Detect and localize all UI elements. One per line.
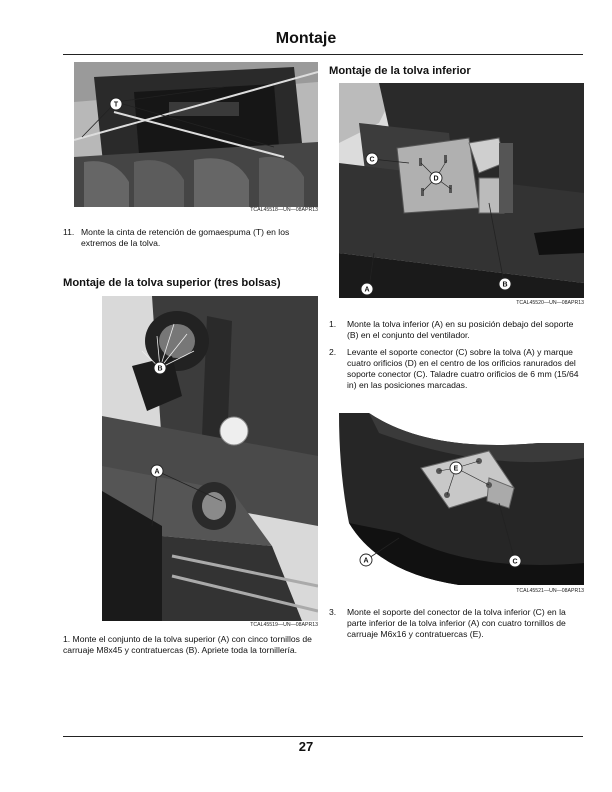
figure-caption-3: TCAL45520—UN—08APR13	[516, 300, 584, 306]
figure-lower-hopper-bracket	[339, 83, 584, 298]
heading-upper-hopper: Montaje de la tolva superior (tres bolsas)	[63, 277, 281, 289]
callout-e-fig4: E	[453, 465, 459, 473]
callout-b-fig3: B	[502, 281, 508, 289]
step-2-lower-hopper	[329, 347, 584, 402]
step-text: Monte el soporte del conector de la tolva inferior (C) en la parte inferior de la tolva inferior (A) con cuatro tornillos de carruaje M6x16 y contratuercas (E).	[347, 607, 566, 639]
step-number: 3.	[329, 607, 337, 617]
footer-rule	[63, 736, 583, 737]
figure-caption-4: TCAL45521—UN—08APR13	[516, 588, 584, 594]
step-1-upper-hopper: 1. Monte el conjunto de la tolva superior (A) con cinco tornillos de carruaje M8x45 y contratuercas (B). Apriete toda la tornillería.	[63, 634, 312, 655]
step-11-number: 11.	[63, 227, 75, 237]
figure-caption-1: TCAL45518—UN—08APR13	[250, 207, 318, 213]
step-text: Monte la tolva inferior (A) en su posición debajo del soporte (B) en el conjunto del ventilador.	[347, 319, 574, 340]
callout-a-fig3: A	[364, 286, 370, 294]
figure-caption-2: TCAL45519—UN—08APR13	[250, 622, 318, 628]
callout-a-upper: A	[154, 468, 160, 476]
page-title: Montaje	[275, 30, 337, 47]
heading-lower-hopper: Montaje de la tolva inferior	[329, 65, 471, 77]
figure-bracket-mounted	[339, 413, 584, 585]
step-11-text: Monte la cinta de retención de gomaespuma (T) en los extremos de la tolva.	[81, 227, 290, 248]
step-1-lower-hopper	[329, 319, 584, 341]
callout-a-fig4: A	[363, 557, 369, 565]
figure-upper-hopper	[102, 296, 318, 621]
page-number: 27	[298, 739, 314, 754]
callout-b-upper: B	[157, 365, 163, 373]
step-number: 1.	[329, 319, 337, 329]
callout-c-fig3: C	[369, 156, 375, 164]
header-rule	[63, 54, 583, 55]
step-text: Levante el soporte conector (C) sobre la tolva (A) y marque cuatro orificios (D) en el centro de los orificios ranurados del soporte conector (C). Taladre cuatro orificios de 6 mm (15/64 in) en las posiciones marcadas.	[347, 347, 579, 390]
callout-t: T	[113, 101, 119, 109]
callout-c-fig4: C	[512, 558, 518, 566]
step-3-lower-hopper	[329, 607, 584, 647]
callout-d-fig3: D	[433, 175, 439, 183]
figure-hopper-foam-tape	[74, 62, 318, 207]
step-number: 2.	[329, 347, 337, 357]
